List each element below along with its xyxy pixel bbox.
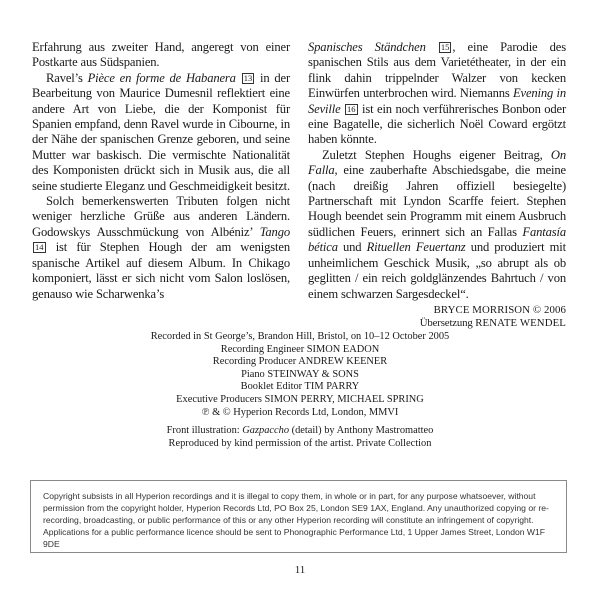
translation-label: Übersetzung (419, 316, 476, 329)
work-title: On Falla (308, 147, 566, 178)
copyright-notice-text: Copyright subsists in all Hyperion recordings and it is illegal to copy them, in whole or in part, for any purpose whatsoever, without permission from the copyright holder, Hyperion Records Ltd, PO Box 25, London SE9 1AX, England. Any unauthorized copying or re-recording, broadcasting, or public performance of this or any other Hyperion recording will constitute an infringement of copyright. Applications for a public performance licence should be sent to Phonographic Performance Ltd, 1 Upper James Street, London W1F 9DE (43, 491, 549, 549)
work-title: Spanisches Ständchen (308, 40, 426, 54)
paragraph-standchen (308, 40, 566, 148)
track-number-badge: 14 (35, 242, 44, 253)
illustration-title: Gazpaccho (242, 425, 290, 437)
work-title: Evening in Seville (308, 86, 566, 116)
signature (308, 304, 566, 330)
track-number-badge: 16 (347, 103, 356, 114)
work-title: Pièce en forme de Habanera (87, 70, 236, 85)
translator-name: RENATE WENDEL (475, 316, 566, 329)
track-number-badge: 13 (243, 72, 253, 83)
credit-line: Recording Engineer SIMON EADON (220, 343, 380, 355)
credit-line: Executive Producers SIMON PERRY, MICHAEL SPRING (176, 393, 424, 405)
text: , eine zauberhafte Abschiedsgabe, die meine (nach dreißig Jahren offiziell besiegelte) Partnerschaft mit Lyndon Scarffe feiert. Stephen Hough beendet sein Programm mit einem Ausbruch südlichen Feuers, erinnert sich an Fallas (308, 163, 566, 239)
text: (detail) by Anthony Mastromatteo (289, 425, 434, 437)
reproduction-note: Reproduced by kind permission of the artist. Private Collection (168, 437, 432, 449)
credit-line: ℗ & © Hyperion Records Ltd, London, MMVI (201, 406, 399, 418)
text: und (337, 240, 367, 255)
work-title: Fantasía bética (308, 224, 566, 255)
left-column (32, 40, 290, 302)
recording-credits (0, 331, 600, 450)
track-number-badge: 15 (440, 42, 450, 52)
text: Solch bemerkenswerten Tributen folgen nicht weniger herzliche Grüße aus anderen Ländern. Godowskys Ausschmückung von Albéniz’ (32, 194, 290, 239)
credit-line: Booklet Editor TIM PARRY (240, 381, 360, 393)
translator-credit (308, 317, 566, 330)
credit-line: Recording Producer ANDREW KEENER (212, 356, 388, 368)
credit-line: Piano STEINWAY & SONS (241, 368, 359, 380)
paragraph: Erfahrung aus zweiter Hand, angeregt von einer Postkarte aus Südspanien. (32, 40, 290, 70)
text: in der Bearbeitung von Maurice Dumesnil reflektiert eine andere Art von Liebe, die der Komponist für Spanien empfand, denn Ravel wurde in Cibourne, in der Nähe der spanischen Grenze geboren, und seine Mutter war baskisch. Die vermischte Nationalität des Komponisten drückt sich in Musik aus, die all seine studierte Eleganz und Geschmeidigkeit besitzt. (32, 70, 290, 193)
page-number: 11 (294, 564, 306, 576)
right-column (308, 40, 566, 330)
text: , eine Parodie des spanischen Stils aus dem Varietétheater, in der ein flink dahin trippelnder Walzer von kecken Einwürfen unterbrochen wird. Niemanns (308, 40, 566, 101)
paragraph-tango (32, 194, 290, 302)
text: Ravel’s (46, 70, 88, 85)
paragraph-habanera (32, 71, 290, 194)
text: Zuletzt Stephen Houghs eigener Beitrag, (322, 147, 551, 162)
text: Front illustration: (166, 425, 243, 437)
author-credit: BRYCE MORRISON © 2006 (433, 303, 566, 316)
text: und produziert mit unheimlichem Geschick Musik, „so abrupt als ob geglitten / ein reich goldglänzendes Bahrtuch / von einem schwarzen Sargesdeckel“. (308, 240, 566, 301)
paragraph-on-falla (308, 148, 566, 302)
copyright-notice-box (30, 480, 567, 553)
illustration-credit (0, 425, 600, 438)
work-title: Tango (259, 224, 290, 239)
text: ist für Stephen Hough der am wenigsten spanische Artikel auf diesem Album. In Chikago komponiert, lässt er sich nicht vom Salon loslösen, genauso wie Scharwenka’s (32, 240, 290, 301)
text: ist ein noch verführerisches Bonbon oder eine Bagatelle, die sicherlich Noël Coward ergötzt haben könnte. (308, 101, 567, 147)
work-title: Rituellen Feuertanz (366, 240, 466, 255)
credit-line: Recorded in St George’s, Brandon Hill, Bristol, on 10–12 October 2005 (150, 331, 450, 342)
